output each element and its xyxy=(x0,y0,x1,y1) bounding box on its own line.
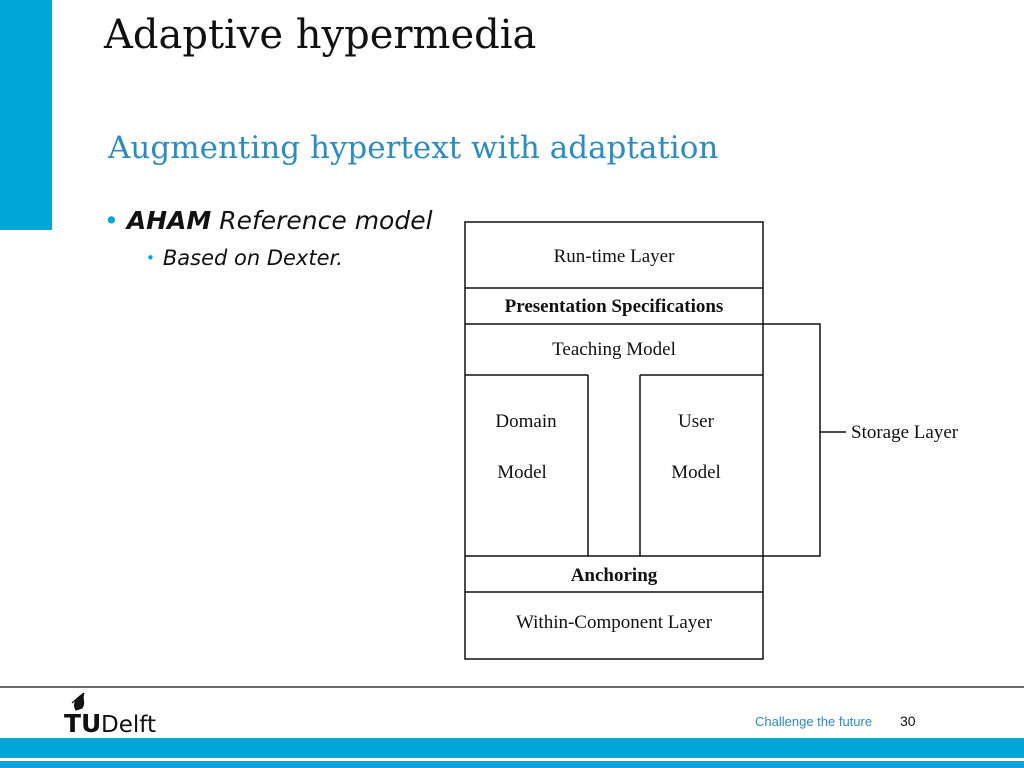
label-domain-model-line1: Domain xyxy=(495,411,557,432)
bullet-aham-rest: Reference model xyxy=(211,206,433,235)
label-run-time-layer: Run-time Layer xyxy=(553,246,675,267)
bullet-dexter-text: Based on Dexter. xyxy=(162,246,343,270)
logo-tu: TU xyxy=(64,709,102,735)
storage-layer-bracket xyxy=(763,324,820,556)
label-storage-layer: Storage Layer xyxy=(851,422,959,443)
bullet-aham-bold: AHAM xyxy=(126,206,212,235)
footer-stripe xyxy=(0,758,1024,761)
footer-accent-bar xyxy=(0,738,1024,768)
label-domain-model-line2: Model xyxy=(497,462,547,483)
label-anchoring: Anchoring xyxy=(570,565,658,586)
label-user-model-line2: Model xyxy=(671,462,721,483)
page-number: 30 xyxy=(900,713,916,729)
slide-subtitle: Augmenting hypertext with adaptation xyxy=(108,130,719,166)
slide-title: Adaptive hypermedia xyxy=(104,12,537,58)
label-presentation-specifications: Presentation Specifications xyxy=(504,296,724,317)
bullet-dot-icon: • xyxy=(104,206,119,235)
tu-delft-logo xyxy=(64,690,174,735)
footer-divider xyxy=(0,686,1024,688)
bullet-dot-icon: • xyxy=(146,249,155,267)
flame-icon xyxy=(72,693,84,710)
label-teaching-model: Teaching Model xyxy=(552,339,676,360)
label-within-component-layer: Within-Component Layer xyxy=(515,612,713,633)
label-user-model-line1: User xyxy=(678,411,714,432)
logo-delft: Delft xyxy=(101,712,156,735)
footer-slogan: Challenge the future xyxy=(755,714,873,729)
